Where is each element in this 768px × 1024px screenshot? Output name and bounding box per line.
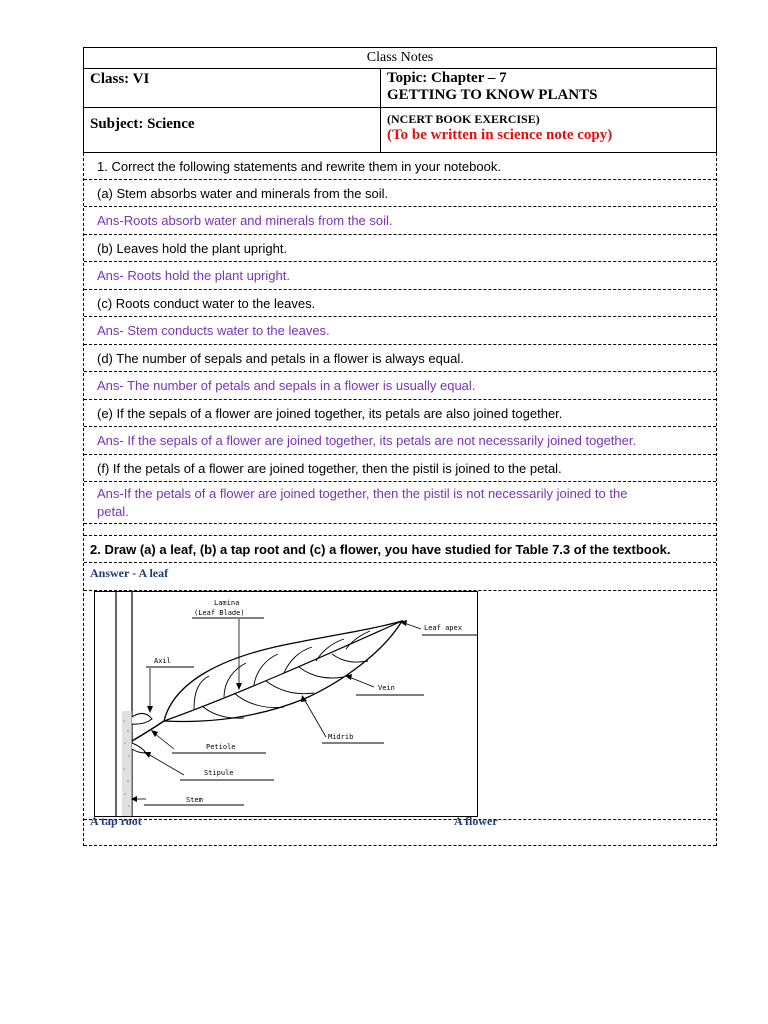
spacer-row bbox=[84, 524, 716, 536]
q2-answer-row bbox=[84, 563, 716, 591]
q1-f-answer-line2: petal. bbox=[97, 504, 129, 519]
label-vein: Vein bbox=[378, 684, 395, 692]
q1-f-answer bbox=[84, 482, 716, 524]
label-midrib: Midrib bbox=[328, 733, 354, 741]
q1-d-question: (d) The number of sepals and petals in a flower is always equal. bbox=[84, 345, 716, 372]
question-answer-list bbox=[83, 153, 717, 846]
label-stem: Stem bbox=[186, 796, 203, 804]
answer-leaf-label: Answer - A leaf bbox=[90, 566, 169, 580]
chapter-title: GETTING TO KNOW PLANTS bbox=[387, 87, 598, 103]
q2-prompt: 2. Draw (a) a leaf, (b) a tap root and (c) a flower, you have studied for Table 7.3 of the textbook. bbox=[84, 536, 716, 563]
q1-e-answer: Ans- If the sepals of a flower are joined together, its petals are not necessarily joined together. bbox=[84, 427, 716, 455]
label-leaf-blade: (Leaf Blade) bbox=[194, 609, 245, 617]
exercise-cell bbox=[381, 108, 716, 152]
q1-a-question: (a) Stem absorbs water and minerals from the soil. bbox=[84, 180, 716, 207]
tap-root-label: A tap root bbox=[90, 814, 142, 828]
q1-f-question: (f) If the petals of a flower are joined together, then the pistil is joined to the petal. bbox=[84, 455, 716, 482]
ncert-note: (NCERT BOOK EXERCISE) bbox=[387, 112, 540, 126]
leaf-diagram bbox=[94, 591, 478, 817]
header-row-class bbox=[84, 69, 716, 108]
diagram-row bbox=[84, 591, 716, 820]
label-stipule: Stipule bbox=[204, 769, 234, 777]
label-axil: Axil bbox=[154, 657, 171, 665]
q1-d-answer: Ans- The number of petals and sepals in a flower is usually equal. bbox=[84, 372, 716, 400]
copy-note: (To be written in science note copy) bbox=[387, 127, 613, 143]
subject-label: Subject: Science bbox=[84, 108, 381, 152]
q1-c-answer: Ans- Stem conducts water to the leaves. bbox=[84, 317, 716, 345]
flower-label: A flower bbox=[454, 814, 498, 828]
label-petiole: Petiole bbox=[206, 743, 236, 751]
q1-c-question: (c) Roots conduct water to the leaves. bbox=[84, 290, 716, 317]
label-lamina: Lamina bbox=[214, 599, 240, 607]
q1-b-question: (b) Leaves hold the plant upright. bbox=[84, 235, 716, 262]
sheet-title: Class Notes bbox=[84, 48, 716, 69]
header-row-subject bbox=[84, 108, 716, 153]
q1-prompt: 1. Correct the following statements and rewrite them in your notebook. bbox=[84, 153, 716, 180]
class-label: Class: VI bbox=[84, 69, 381, 107]
class-notes-sheet bbox=[83, 47, 717, 846]
topic-label: Topic: Chapter – 7 bbox=[387, 70, 507, 86]
tap-root-flower-row bbox=[84, 814, 716, 846]
q1-b-answer: Ans- Roots hold the plant upright. bbox=[84, 262, 716, 290]
q1-f-answer-line1: Ans-If the petals of a flower are joined together, then the pistil is not necessarily joined to the bbox=[97, 486, 628, 501]
header-table bbox=[83, 47, 717, 153]
topic-cell bbox=[381, 69, 716, 107]
q1-e-question: (e) If the sepals of a flower are joined together, its petals are also joined together. bbox=[84, 400, 716, 427]
label-leaf-apex: Leaf apex bbox=[424, 624, 462, 632]
q1-a-answer: Ans-Roots absorb water and minerals from the soil. bbox=[84, 207, 716, 235]
